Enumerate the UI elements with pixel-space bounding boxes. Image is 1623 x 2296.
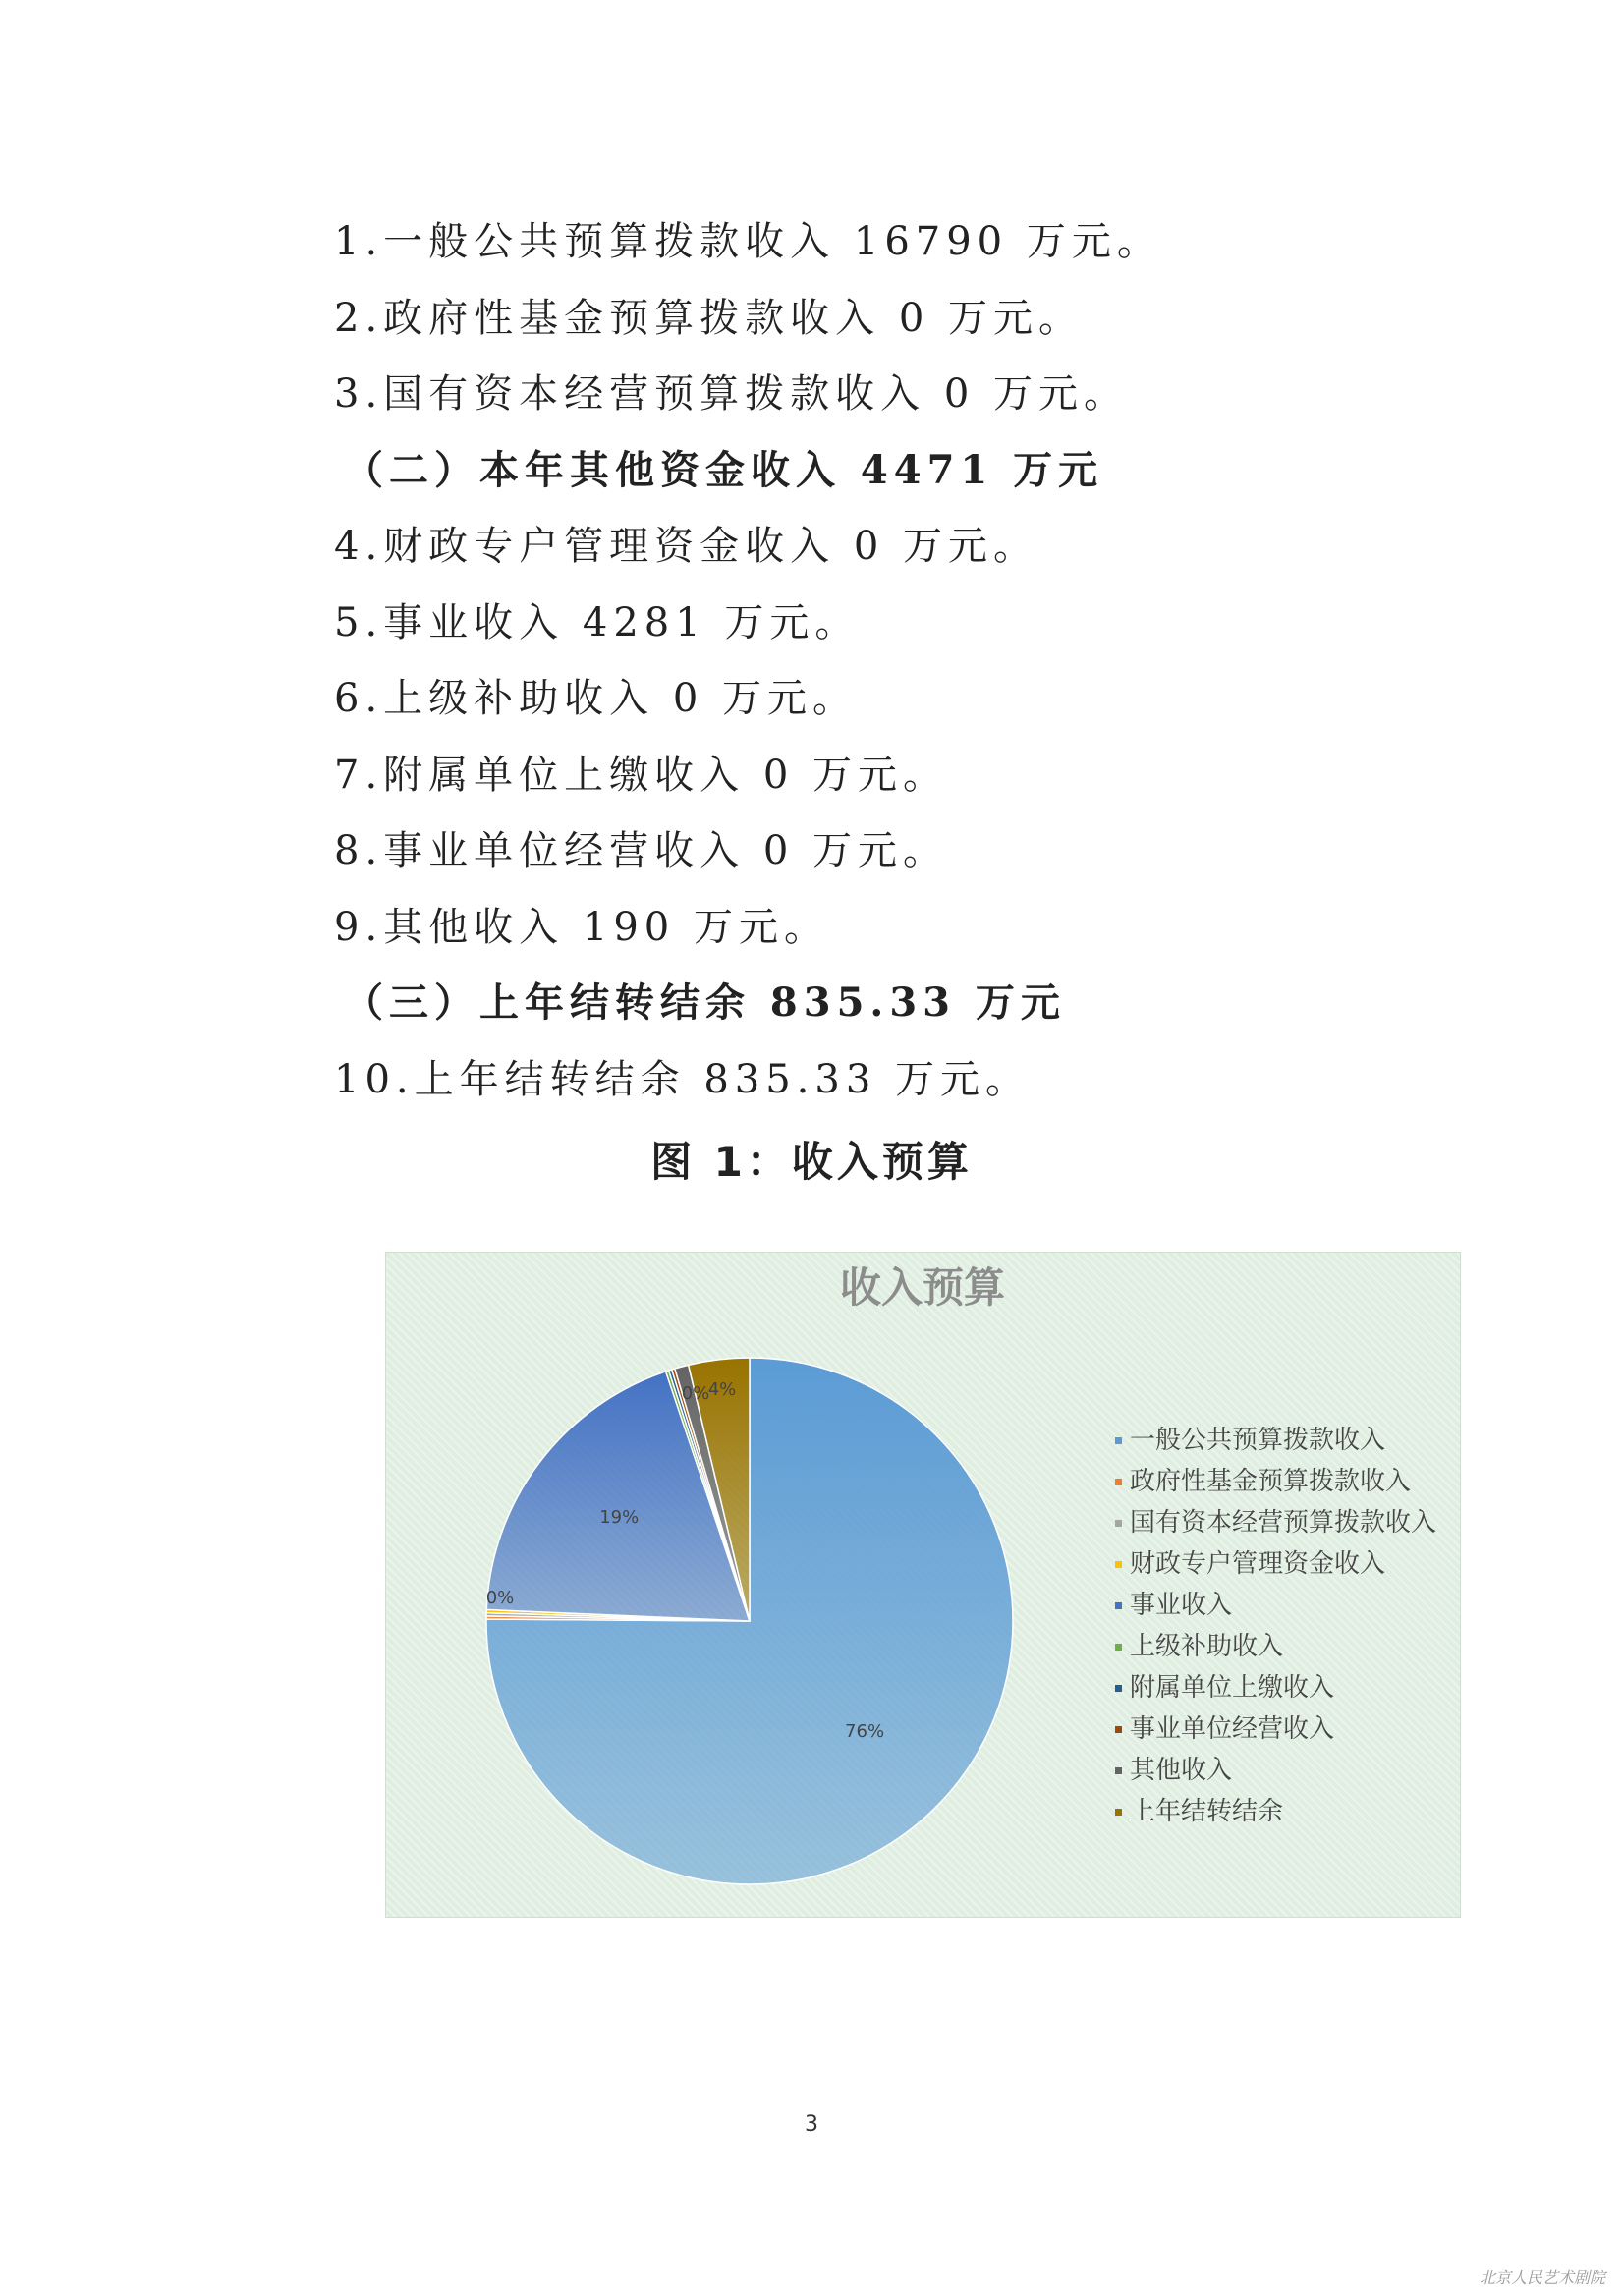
legend-label: 事业单位经营收入 (1130, 1714, 1335, 1744)
section-heading: （二）本年其他资金收入 4471 万元 (344, 446, 1104, 493)
legend-item (1115, 1502, 1449, 1543)
legend-swatch (1115, 1437, 1122, 1444)
pie-data-label: 0% (485, 1588, 515, 1608)
body-line: 7.附属单位上缴收入 0 万元。 (334, 752, 949, 798)
legend-item (1115, 1626, 1449, 1667)
body-line: 9.其他收入 190 万元。 (334, 904, 829, 950)
legend-label: 国有资本经营预算拨款收入 (1130, 1508, 1437, 1538)
legend-item (1115, 1667, 1449, 1708)
pie-data-label: 76% (845, 1720, 885, 1742)
legend-item (1115, 1585, 1449, 1626)
legend-swatch (1115, 1685, 1122, 1692)
legend-swatch (1115, 1520, 1122, 1527)
legend-item (1115, 1543, 1449, 1585)
legend-swatch (1115, 1644, 1122, 1651)
legend-item (1115, 1708, 1449, 1750)
legend-label: 事业收入 (1130, 1591, 1233, 1620)
legend-item (1115, 1750, 1449, 1791)
legend-label: 政府性基金预算拨款收入 (1130, 1467, 1412, 1496)
body-line: 4.财政专户管理资金收入 0 万元。 (334, 524, 1039, 569)
body-line: 2.政府性基金预算拨款收入 0 万元。 (334, 295, 1085, 341)
chart-title: 收入预算 (839, 1263, 1006, 1312)
pie-chart (385, 1252, 1461, 1918)
pie-data-label: 19% (599, 1507, 640, 1529)
body-line: 6.上级补助收入 0 万元。 (334, 676, 859, 721)
chart-legend (1115, 1420, 1449, 1832)
legend-swatch (1115, 1767, 1122, 1774)
legend-swatch (1115, 1809, 1122, 1816)
legend-label: 财政专户管理资金收入 (1130, 1549, 1386, 1579)
body-line: 5.事业收入 4281 万元。 (334, 599, 861, 645)
figure-caption: 图 1：收入预算 (650, 1138, 973, 1186)
legend-label: 一般公共预算拨款收入 (1130, 1426, 1386, 1455)
legend-swatch (1115, 1602, 1122, 1609)
page-number: 3 (805, 2112, 818, 2137)
legend-swatch (1115, 1561, 1122, 1568)
watermark: 北京人民艺术剧院 (1479, 2268, 1605, 2287)
pie-slices (486, 1358, 1013, 1884)
pie-data-label: 0% (681, 1383, 710, 1404)
legend-swatch (1115, 1479, 1122, 1485)
legend-swatch (1115, 1726, 1122, 1733)
legend-label: 附属单位上缴收入 (1130, 1673, 1335, 1703)
legend-item (1115, 1791, 1449, 1832)
legend-label: 其他收入 (1130, 1756, 1233, 1785)
legend-item (1115, 1461, 1449, 1502)
legend-label: 上级补助收入 (1130, 1632, 1284, 1661)
legend-item (1115, 1420, 1449, 1461)
body-line: 1.一般公共预算拨款收入 16790 万元。 (334, 219, 1162, 264)
pie-data-label: 4% (707, 1379, 737, 1400)
legend-label: 上年结转结余 (1130, 1797, 1284, 1826)
body-line: 3.国有资本经营预算拨款收入 0 万元。 (334, 371, 1130, 417)
body-line: 8.事业单位经营收入 0 万元。 (334, 828, 949, 873)
section-heading: （三）上年结转结余 835.33 万元 (344, 980, 1066, 1026)
body-line: 10.上年结转结余 835.33 万元。 (334, 1056, 1032, 1102)
